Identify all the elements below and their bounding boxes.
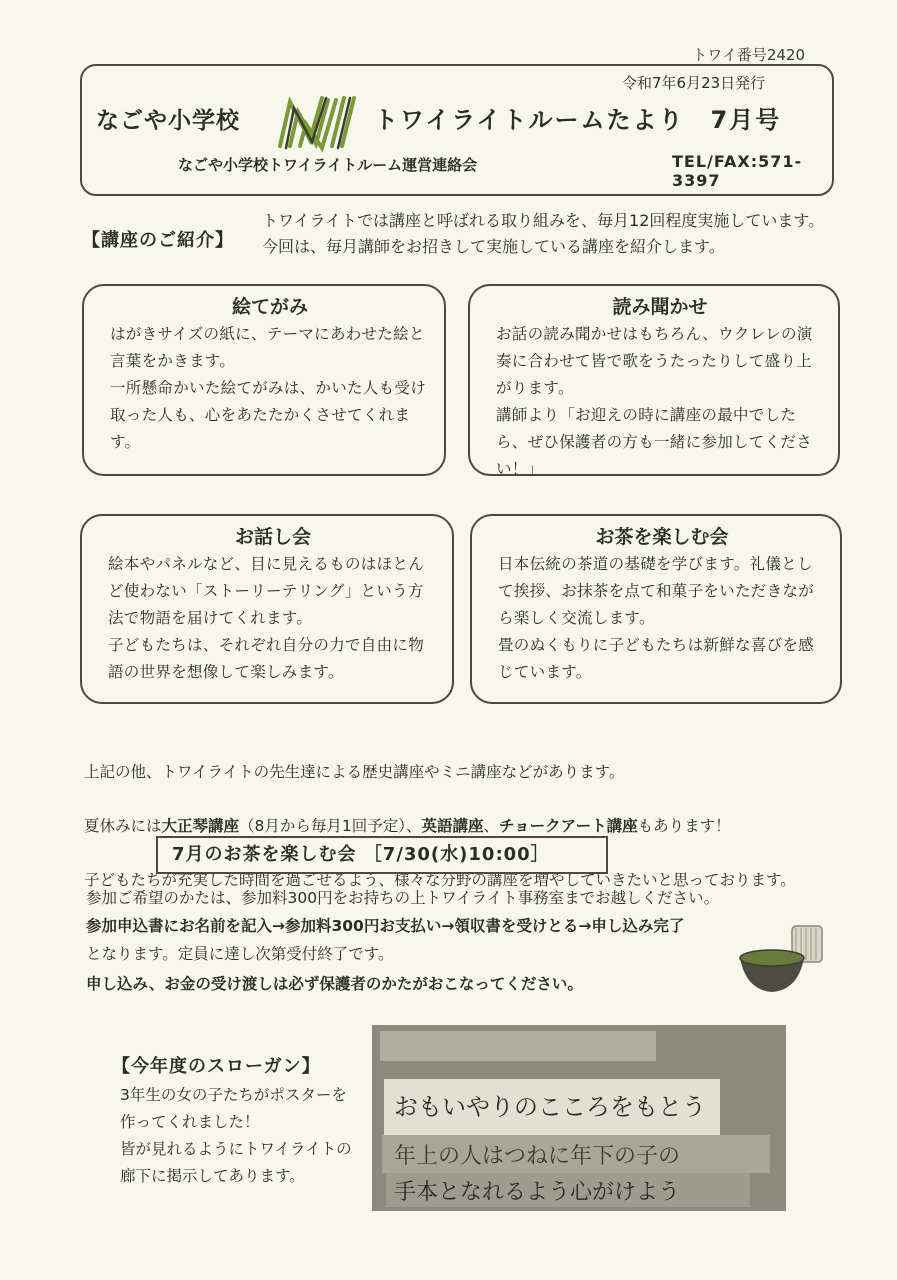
tea-event-capacity-note: となります。定員に達し次第受付終了です。	[86, 945, 394, 963]
course-card-yomikikase	[468, 284, 840, 476]
course-description: 絵本やパネルなど、目に見えるものはほとんど使わない「ストーリーテリング」という方法で物語を届けてくれます。 子どもたちは、それぞれ自分の力で自由に物語の世界を想像して楽しみます。	[108, 555, 425, 681]
course-title: お話し会	[234, 526, 311, 548]
poster-line-2: 年上の人はつねに年下の子の	[394, 1144, 681, 1169]
course-card-ocha	[470, 514, 842, 704]
course-card-ohanashikai	[80, 514, 454, 704]
organization-name: なごや小学校トワイライトルーム運営連絡会	[178, 156, 478, 174]
tea-event-steps: 参加申込書にお名前を記入→参加料300円お支払い→領収書を受けとる→申し込み完了	[86, 917, 685, 935]
course-intro-label: 【講座のご紹介】	[82, 230, 234, 251]
poster-line-3: 手本となれるよう心がけよう	[394, 1180, 681, 1205]
issue-date: 令和7年6月23日発行	[622, 74, 766, 92]
tel-fax: TEL/FAX:571-3397	[672, 152, 803, 190]
course-card-etegami	[82, 284, 446, 476]
matcha-bowl-icon	[736, 918, 832, 998]
course-title: お茶を楽しむ会	[595, 526, 729, 548]
course-description: 日本伝統の茶道の基礎を学びます。礼儀として挨拶、お抹茶を点て和菓子をいただきながら楽しく交流します。 畳のぬくもりに子どもたちは新鮮な喜びを感じています。	[498, 555, 815, 681]
other-courses-line-2: 夏休みには大正琴講座（8月から毎月1回予定）、英語講座、チョークアート講座もあります！	[84, 817, 731, 835]
poster-line-1: おもいやりのこころをもとう	[394, 1093, 706, 1121]
document-number: トワイ番号2420	[692, 46, 805, 64]
slogan-poster-photo	[372, 1025, 786, 1211]
other-courses-line-1: 上記の他、トワイライトの先生達による歴史講座やミニ講座などがあります。	[84, 763, 625, 781]
course-intro-text: トワイライトでは講座と呼ばれる取り組みを、毎月12回程度実施しています。今回は、毎月講師をお招きして実施している講座を紹介します。	[262, 211, 825, 256]
course-description: はがきサイズの紙に、テーマにあわせた絵と言葉をかきます。 一所懸命かいた絵てがみは、かいた人も受け取った人も、心をあたたかくさせてくれます。	[110, 325, 427, 451]
course-title: 読み聞かせ	[612, 296, 708, 318]
course-title: 絵てがみ	[231, 296, 308, 318]
newsletter-header	[80, 64, 834, 196]
course-description: お話の読み聞かせはもちろん、ウクレレの演奏に合わせて皆で歌をうたったりして盛り上がります。 講師より「お迎えの時に講座の最中でしたら、ぜひ保護者の方も一緒に参加してください！」	[496, 325, 813, 478]
slogan-description: 3年生の女の子たちがポスターを作ってくれました！ 皆が見れるようにトワイライトの廊下に掲示してあります。	[120, 1086, 352, 1185]
tea-event-guardian-note: 申し込み、お金の受け渡しは必ず保護者のかたがおこなってください。	[86, 975, 583, 993]
newsletter-title: トワイライトルームたより 7月号	[374, 106, 782, 134]
school-logo-icon	[272, 90, 364, 152]
school-name: なごや小学校	[96, 108, 240, 134]
slogan-label: 【今年度のスローガン】	[112, 1056, 321, 1077]
tea-event-heading: 7月のお茶を楽しむ会 ［7/30(水)10:00］	[156, 836, 608, 874]
tea-event-instructions: 参加ご希望のかたは、参加料300円をお持ちの上トワイライト事務室までお越しください。	[86, 889, 720, 907]
other-courses-line-3: 子どもたちが充実した時間を過ごせるよう、様々な分野の講座を増やしていきたいと思っております。	[84, 871, 796, 889]
